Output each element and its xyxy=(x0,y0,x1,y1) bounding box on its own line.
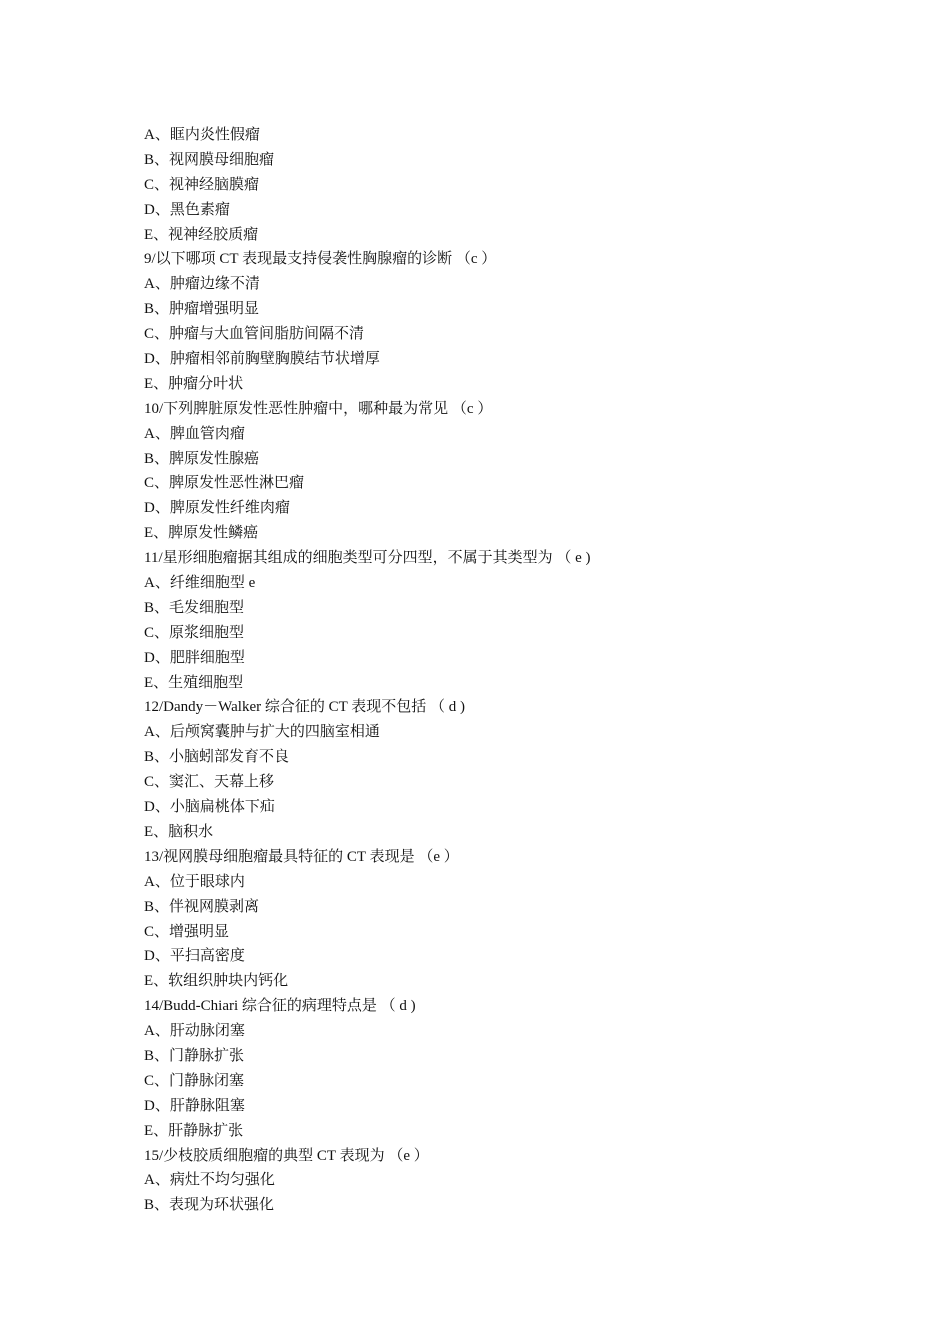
option-line: C、增强明显 xyxy=(144,923,230,940)
option-line: E、肝静脉扩张 xyxy=(144,1122,244,1139)
option-line: A、肝动脉闭塞 xyxy=(144,1023,245,1040)
option-line: A、肿瘤边缘不清 xyxy=(144,276,260,293)
option-line: A、位于眼球内 xyxy=(144,873,245,890)
question-line: 14/Budd-Chiari 综合征的病理特点是 （ d ) xyxy=(144,998,416,1015)
option-line: D、肥胖细胞型 xyxy=(144,649,245,666)
option-line: E、脑积水 xyxy=(144,823,214,840)
option-line: D、小脑扁桃体下疝 xyxy=(144,799,275,816)
option-line: B、小脑蚓部发育不良 xyxy=(144,749,290,766)
option-line: E、软组织肿块内钙化 xyxy=(144,973,289,990)
option-line: C、脾原发性恶性淋巴瘤 xyxy=(144,475,305,492)
option-line: E、脾原发性鳞癌 xyxy=(144,525,259,542)
option-line: C、视神经脑膜瘤 xyxy=(144,176,260,193)
option-line: B、视网膜母细胞瘤 xyxy=(144,151,275,168)
option-line: A、病灶不均匀强化 xyxy=(144,1172,275,1189)
option-line: A、眶内炎性假瘤 xyxy=(144,127,260,143)
option-line: A、脾血管肉瘤 xyxy=(144,425,245,442)
option-line: B、肿瘤增强明显 xyxy=(144,301,260,318)
option-line: B、门静脉扩张 xyxy=(144,1047,245,1064)
option-line: D、肿瘤相邻前胸壁胸膜结节状增厚 xyxy=(144,351,380,368)
option-line: B、伴视网膜剥离 xyxy=(144,898,260,915)
option-line: A、后颅窝囊肿与扩大的四脑室相通 xyxy=(144,724,380,741)
question-line: 15/少枝胶质细胞瘤的典型 CT 表现为 （e ） xyxy=(144,1147,429,1164)
option-line: D、平扫高密度 xyxy=(144,948,245,965)
question-line: 9/以下哪项 CT 表现最支持侵袭性胸腺瘤的诊断 （c ） xyxy=(144,251,497,268)
option-line: B、表现为环状强化 xyxy=(144,1197,275,1214)
option-line: B、毛发细胞型 xyxy=(144,599,245,616)
option-line: E、生殖细胞型 xyxy=(144,674,244,691)
option-line: C、门静脉闭塞 xyxy=(144,1072,245,1089)
option-line: C、原浆细胞型 xyxy=(144,624,245,641)
question-line: 11/星形细胞瘤据其组成的细胞类型可分四型，不属于其类型为 （ e ) xyxy=(144,550,591,567)
question-line: 12/Dandy－Walker 综合征的 CT 表现不包括 （ d ) xyxy=(144,699,465,716)
option-line: E、视神经胶质瘤 xyxy=(144,226,259,243)
option-line: A、纤维细胞型 e xyxy=(144,575,256,592)
question-line: 10/下列脾脏原发性恶性肿瘤中，哪种最为常见 （c ） xyxy=(144,400,493,417)
question-line: 13/视网膜母细胞瘤最具特征的 CT 表现是 （e ） xyxy=(144,848,459,865)
option-line: D、肝静脉阻塞 xyxy=(144,1097,245,1114)
option-line: C、肿瘤与大血管间脂肪间隔不清 xyxy=(144,326,365,343)
document-body xyxy=(144,123,864,1218)
option-line: D、脾原发性纤维肉瘤 xyxy=(144,500,290,517)
option-line: D、黑色素瘤 xyxy=(144,201,230,218)
option-line: B、脾原发性腺癌 xyxy=(144,450,260,467)
option-line: E、肿瘤分叶状 xyxy=(144,375,244,392)
option-line: C、窦汇、天幕上移 xyxy=(144,774,275,791)
